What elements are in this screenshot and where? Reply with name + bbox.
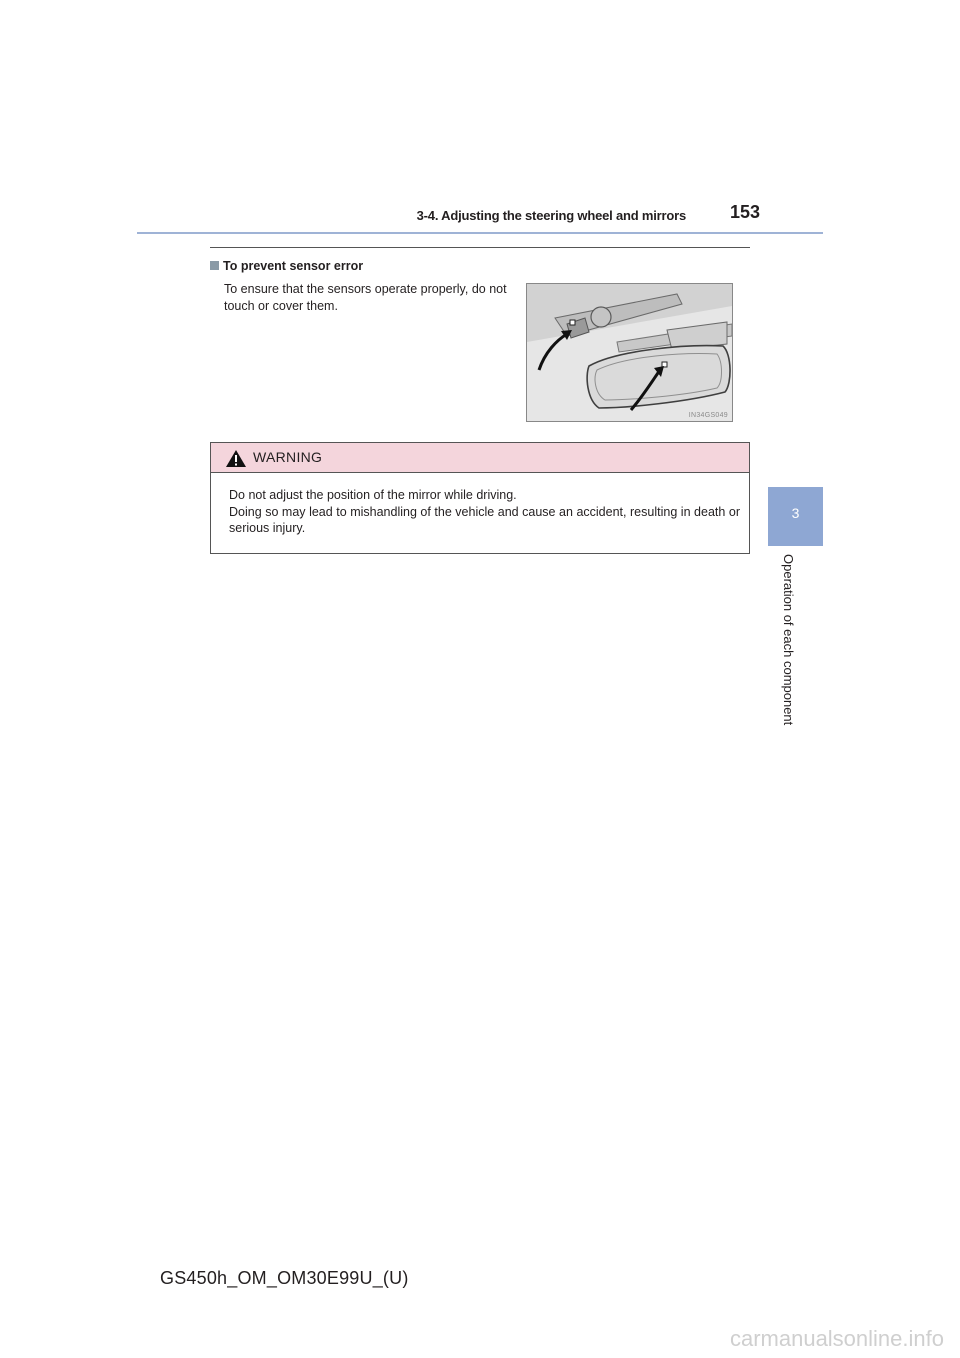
warning-triangle-icon (225, 449, 247, 473)
warning-label: WARNING (253, 449, 323, 465)
manual-code: GS450h_OM_OM30E99U_(U) (160, 1268, 409, 1288)
header-divider (137, 232, 823, 234)
warning-line: Do not adjust the position of the mirror while driving. (229, 488, 517, 502)
warning-body (229, 487, 740, 537)
subsection-heading (210, 259, 363, 273)
section-header-title: 3-4. Adjusting the steering wheel and mirrors (416, 208, 686, 223)
figure-code: IN34GS049 (688, 412, 728, 419)
warning-line: Doing so may lead to mishandling of the vehicle and cause an accident, resulting in death or serious injury. (229, 504, 740, 535)
square-bullet-icon (210, 261, 219, 270)
warning-box (210, 442, 750, 554)
site-watermark: carmanualsonline.info (729, 1326, 944, 1351)
chapter-tab (768, 487, 823, 546)
chapter-label: Operation of each component (781, 554, 796, 726)
page-number: 153 (729, 202, 760, 222)
subsection-heading-text: To prevent sensor error (223, 259, 364, 273)
mirror-drawing (527, 284, 732, 421)
warning-header (211, 443, 749, 473)
content-divider (210, 247, 750, 248)
chapter-number: 3 (791, 505, 800, 521)
body-paragraph: To ensure that the sensors operate properly, do not touch or cover them. (224, 282, 507, 313)
mirror-sensor-illustration (526, 283, 733, 422)
